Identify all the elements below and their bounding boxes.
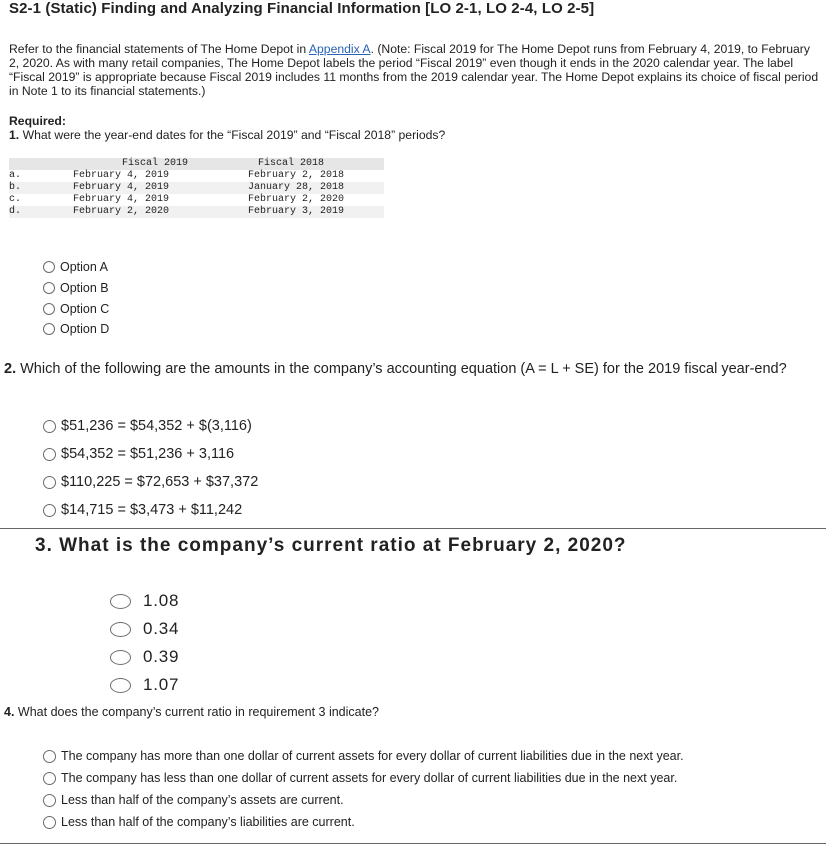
option-label: $54,352 = $51,236 + 3,116 (61, 446, 235, 462)
table-row (9, 182, 384, 194)
cell-text: February 4, 2019 (73, 170, 170, 181)
radio-button[interactable] (43, 448, 56, 461)
cell-text: February 4, 2019 (73, 194, 170, 205)
radio-button[interactable] (43, 420, 56, 433)
fiscal-2019-cell (49, 182, 224, 194)
fiscal-2019-cell (49, 206, 224, 218)
row-label: a. (9, 170, 49, 182)
question-1-text: What were the year-end dates for the “Fiscal 2019” and “Fiscal 2018” periods? (22, 128, 446, 142)
table-row (9, 206, 384, 218)
radio-button[interactable] (110, 594, 131, 609)
q1-option-b[interactable] (43, 281, 109, 295)
row-label: d. (9, 206, 49, 218)
question-4-text: What does the company’s current ratio in requirement 3 indicate? (17, 705, 379, 719)
fiscal-2018-header-text: Fiscal 2018 (258, 158, 325, 169)
radio-button[interactable] (43, 323, 55, 335)
option-label: $14,715 = $3,473 + $11,242 (61, 502, 243, 518)
intro-paragraph (9, 42, 821, 98)
option-label: 1.07 (143, 675, 180, 694)
option-label: $110,225 = $72,653 + $37,372 (61, 474, 259, 490)
q2-option-2[interactable] (43, 446, 234, 462)
table-header-row (9, 158, 384, 170)
table-header-fiscal-2018 (224, 158, 384, 170)
fiscal-2019-header-text: Fiscal 2019 (122, 158, 189, 169)
table-header-label (9, 158, 49, 170)
option-label: Option C (60, 302, 110, 316)
cell-text: February 2, 2020 (248, 194, 345, 205)
q1-option-d[interactable] (43, 322, 109, 336)
radio-button[interactable] (43, 476, 56, 489)
radio-button[interactable] (43, 750, 56, 763)
intro-text-before: Refer to the financial statements of The Home Depot in (9, 42, 309, 56)
required-label: Required: (9, 114, 66, 128)
radio-button[interactable] (43, 261, 55, 273)
q1-option-a[interactable] (43, 260, 108, 274)
option-label: Option D (60, 322, 110, 336)
question-2 (4, 361, 787, 377)
question-3: 3. What is the company’s current ratio at February 2, 2020? (35, 535, 627, 556)
question-2-number: 2. (4, 361, 17, 377)
q4-option-1[interactable] (43, 749, 684, 763)
radio-button[interactable] (110, 678, 131, 693)
radio-button[interactable] (43, 282, 55, 294)
fiscal-2018-cell (224, 182, 384, 194)
radio-button[interactable] (43, 816, 56, 829)
appendix-a-link[interactable]: Appendix A (308, 42, 371, 56)
cell-text: February 2, 2020 (73, 206, 170, 217)
option-label: The company has more than one dollar of current assets for every dollar of current liabilities due in the next year. (61, 749, 684, 763)
option-label: The company has less than one dollar of current assets for every dollar of current liabilities due in the next year. (61, 771, 678, 785)
fiscal-2019-cell (49, 170, 224, 182)
radio-button[interactable] (43, 303, 55, 315)
q4-option-4[interactable] (43, 815, 355, 829)
table-row (9, 170, 384, 182)
fiscal-2018-cell (224, 194, 384, 206)
question-4-number: 4. (4, 705, 15, 719)
question-2-text: Which of the following are the amounts in the company’s accounting equation (A = L + SE) for the 2019 fiscal year-end? (20, 361, 787, 377)
q4-option-3[interactable] (43, 793, 344, 807)
option-label: 0.39 (143, 647, 180, 666)
cell-text: February 3, 2019 (248, 206, 345, 217)
q2-option-1[interactable] (43, 418, 252, 434)
fiscal-2018-cell (224, 170, 384, 182)
bottom-divider (0, 843, 826, 844)
fiscal-2019-cell (49, 194, 224, 206)
table-row (9, 194, 384, 206)
table-header-fiscal-2019 (49, 158, 224, 170)
row-label: c. (9, 194, 49, 206)
q2-option-3[interactable] (43, 474, 258, 490)
cell-text: February 4, 2019 (73, 182, 170, 193)
radio-button[interactable] (110, 622, 131, 637)
option-label: Option A (60, 260, 108, 274)
q3-option-1[interactable] (110, 591, 179, 611)
fiscal-2018-cell (224, 206, 384, 218)
radio-button[interactable] (110, 650, 131, 665)
option-label: Less than half of the company’s assets are current. (61, 793, 344, 807)
intro-text-after: . (Note: Fiscal 2019 for The Home Depot runs from February 4, 2019, to February 2, 2020. As with many retail companies, The Home Depot labels the period “Fiscal 2019” even though it ends in the 2020 calendar year. The label “Fiscal 2019” is appropriate because Fiscal 2019 includes 11 months from the 2019 calendar year. The Home Depot explains its choice of fiscal period in Note 1 to its financial statements.) (9, 42, 819, 98)
cell-text: January 28, 2018 (248, 182, 345, 193)
option-label: Option B (60, 281, 109, 295)
q3-option-3[interactable] (110, 647, 179, 667)
q4-option-2[interactable] (43, 771, 677, 785)
q3-option-2[interactable] (110, 619, 179, 639)
section-divider (0, 528, 826, 529)
row-label: b. (9, 182, 49, 194)
option-label: $51,236 = $54,352 + $(3,116) (61, 418, 252, 434)
option-label: 0.34 (143, 619, 180, 638)
cell-text: February 2, 2018 (248, 170, 345, 181)
option-label: Less than half of the company’s liabilities are current. (61, 815, 355, 829)
question-1 (9, 128, 445, 142)
q3-option-4[interactable] (110, 675, 179, 695)
radio-button[interactable] (43, 772, 56, 785)
fiscal-dates-table (9, 158, 384, 218)
radio-button[interactable] (43, 794, 56, 807)
q2-option-4[interactable] (43, 502, 242, 518)
q1-option-c[interactable] (43, 302, 109, 316)
page-title: S2-1 (Static) Finding and Analyzing Financial Information [LO 2-1, LO 2-4, LO 2-5] (9, 0, 595, 17)
question-1-number: 1. (9, 128, 20, 142)
question-4 (4, 705, 379, 719)
radio-button[interactable] (43, 504, 56, 517)
option-label: 1.08 (143, 591, 180, 610)
